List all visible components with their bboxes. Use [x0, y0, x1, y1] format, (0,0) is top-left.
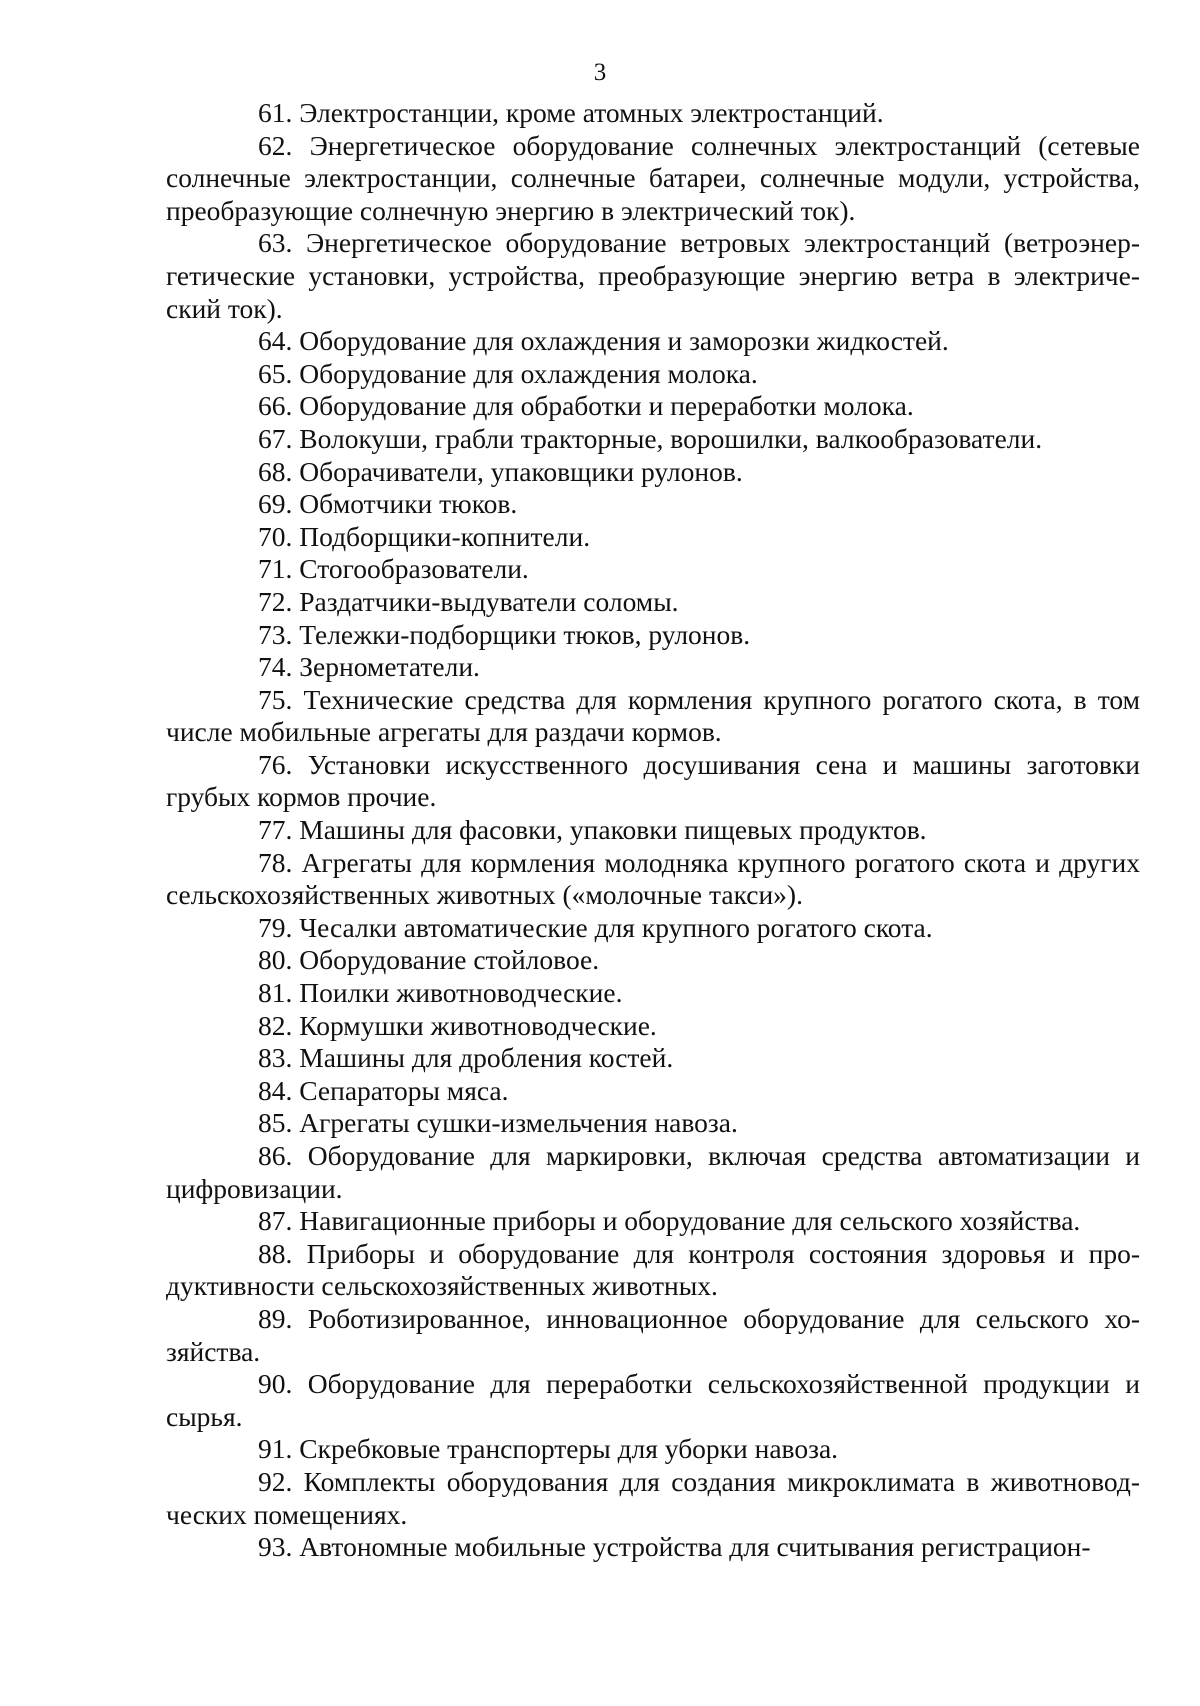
list-item: 80. Оборудование стойловое. [258, 944, 600, 976]
list-item: 85. Агрегаты сушки-измельчения навоза. [258, 1107, 738, 1139]
list-item: 71. Стогообразователи. [258, 553, 529, 585]
list-item: 75. Технические средства для кормления крупного рогатого скота, в том числе мобильные агрегаты для раздачи кормов. [166, 683, 1140, 748]
list-item: 77. Машины для фасовки, упаковки пищевых продуктов. [258, 814, 927, 846]
list-item: 92. Комплекты оборудования для создания микроклимата в животноводческих помещениях. [166, 1465, 1140, 1530]
list-item: 74. Зернометатели. [258, 651, 480, 683]
list-item: 87. Навигационные приборы и оборудование для сельского хозяйства. [258, 1205, 1081, 1237]
list-item: 62. Энергетическое оборудование солнечных электростанций (сетевые солнечные электростанции, солнечные батареи, солнечные модули, устройства, преобразующие солнечную энергию в электрический ток). [166, 129, 1140, 226]
list-item: 83. Машины для дробления костей. [258, 1042, 674, 1074]
list-item: 81. Поилки животноводческие. [258, 977, 623, 1009]
list-item: 82. Кормушки животноводческие. [258, 1009, 657, 1041]
list-item: 88. Приборы и оборудование для контроля состояния здоровья и продуктивности сельскохозяйственных животных. [166, 1237, 1140, 1302]
list-item: 90. Оборудование для переработки сельскохозяйственной продукции и сырья. [166, 1368, 1140, 1432]
list-item: 68. Оборачиватели, упаковщики рулонов. [258, 455, 743, 487]
list-item: 72. Раздатчики-выдуватели соломы. [258, 585, 679, 617]
list-item: 76. Установки искусственного досушивания сена и машины заготовки грубых кормов прочие. [166, 748, 1140, 813]
list-item: 89. Роботизированное, инновационное оборудование для сельского хозяйства. [166, 1302, 1140, 1367]
list-item: 66. Оборудование для обработки и переработки молока. [258, 390, 914, 422]
list-item: 84. Сепараторы мяса. [258, 1074, 509, 1106]
list-item: 61. Электростанции, кроме атомных электростанций. [258, 97, 884, 128]
list-item: 91. Скребковые транспортеры для уборки навоза. [258, 1433, 839, 1465]
list-item: 78. Агрегаты для кормления молодняка крупного рогатого скота и других сельскохозяйственных животных («молочные такси»). [166, 846, 1140, 911]
item-list [166, 97, 1140, 1564]
list-item: 64. Оборудование для охлаждения и заморозки жидкостей. [258, 325, 949, 357]
list-item: 69. Обмотчики тюков. [258, 488, 518, 520]
list-item: 86. Оборудование для маркировки, включая средства автоматизации и цифровизации. [166, 1140, 1140, 1204]
list-item: 73. Тележки-подборщики тюков, рулонов. [258, 618, 751, 650]
list-item: 79. Чесалки автоматические для крупного рогатого скота. [258, 911, 933, 943]
list-item: 63. Энергетическое оборудование ветровых электростанций (ветроэнергетические установки, устройства, преобразующие энергию ветра в электрический ток). [166, 227, 1140, 324]
list-item: 65. Оборудование для охлаждения молока. [258, 357, 758, 389]
list-item: 93. Автономные мобильные устройства для считывания регистрацион- [258, 1531, 1091, 1563]
list-item: 70. Подборщики-копнители. [258, 520, 591, 552]
list-item: 67. Волокуши, грабли тракторные, ворошилки, валкообразователи. [258, 422, 1043, 454]
page-number: 3 [593, 59, 607, 86]
